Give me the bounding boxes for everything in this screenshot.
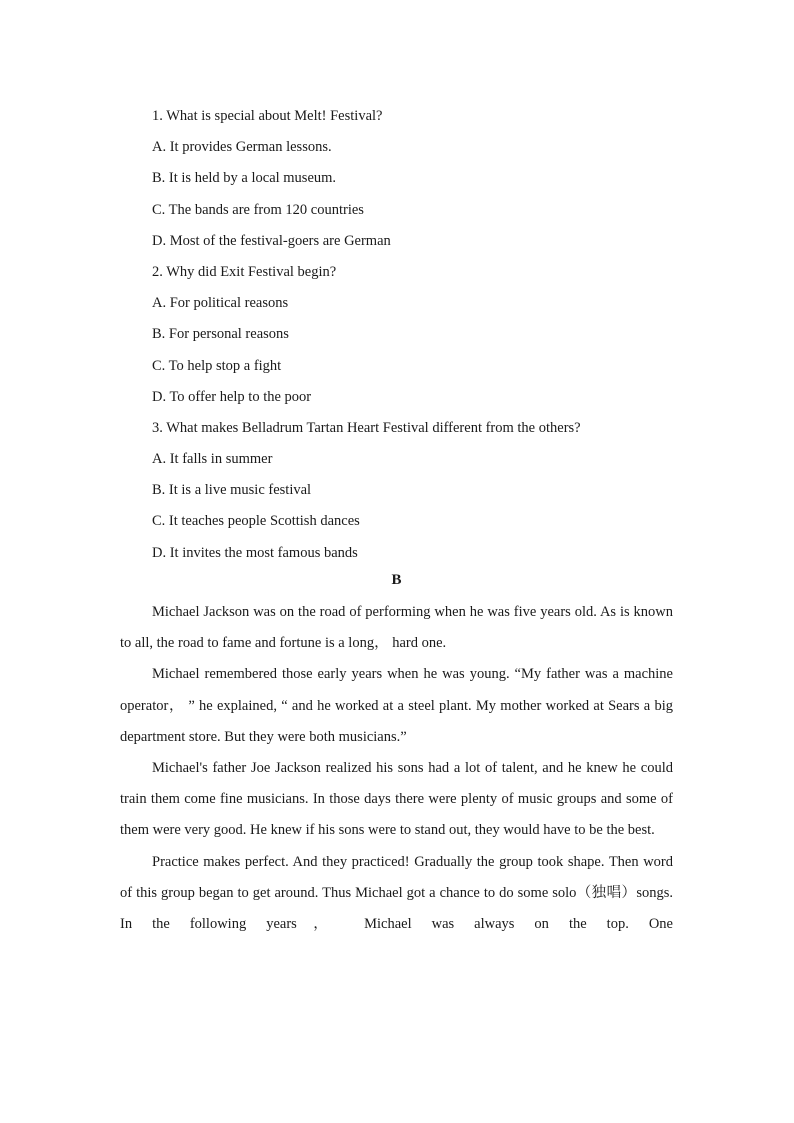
question-3-stem: 3. What makes Belladrum Tartan Heart Festival different from the others?	[152, 419, 581, 436]
question-3-option-d: D. It invites the most famous bands	[152, 544, 358, 561]
section-b-title: B	[391, 572, 402, 588]
question-3-option-c: C. It teaches people Scottish dances	[152, 513, 360, 530]
question-1-option-c: C. The bands are from 120 countries	[152, 201, 364, 218]
question-3-option-a: A. It falls in summer	[152, 451, 273, 468]
question-2-option-d: D. To offer help to the poor	[152, 388, 312, 405]
question-1-option-d: D. Most of the festival-goers are German	[152, 232, 391, 249]
question-3-option-b: B. It is a live music festival	[152, 482, 312, 499]
question-list	[152, 101, 712, 569]
question-1-option-a: A. It provides German lessons.	[152, 139, 332, 156]
question-1-option-b: B. It is held by a local museum.	[152, 170, 337, 187]
passage-paragraph-2: Michael remembered those early years when he was young. “My father was a machine operator， ” he explained, “ and he worked at a steel plant. My mother worked at Sears a big department store. But they were both musicians.”	[120, 666, 673, 745]
passage-paragraph-1: Michael Jackson was on the road of performing when he was five years old. As is known to all, the road to fame and fortune is a long， hard one.	[120, 604, 673, 652]
question-2-option-c: C. To help stop a fight	[152, 357, 282, 374]
passage-paragraph-4: Practice makes perfect. And they practiced! Gradually the group took shape. Then word of this group began to get around. Thus Michael got a chance to do some solo（独唱）songs. In the following years， Michael was always on the top. One	[120, 853, 673, 933]
section-b-passage	[120, 597, 673, 940]
passage-paragraph-3: Michael's father Joe Jackson realized his sons had a lot of talent, and he knew he could train them come fine musicians. In those days there were plenty of music groups and some of them were very good. He knew if his sons were to stand out, they would have to be the best.	[120, 760, 673, 839]
question-2-stem: 2. Why did Exit Festival begin?	[152, 263, 337, 280]
question-2-option-a: A. For political reasons	[152, 295, 289, 312]
question-2-option-b: B. For personal reasons	[152, 326, 289, 343]
question-1-stem: 1. What is special about Melt! Festival?	[152, 108, 383, 124]
